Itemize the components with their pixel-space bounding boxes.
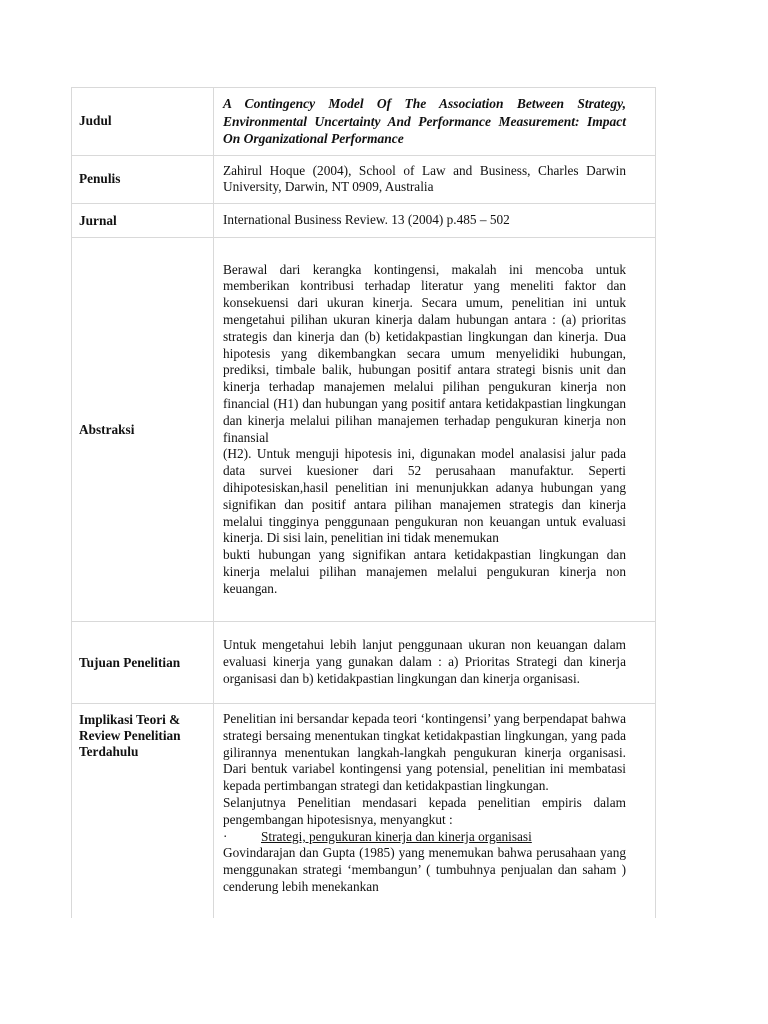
label-abstraksi: Abstraksi [72, 238, 214, 622]
article-title: A Contingency Model Of The Association Between Strategy, Environmental Uncertainty And Performance Measurement: Impact On Organizational Performance [223, 96, 626, 146]
row-penulis [72, 155, 656, 204]
row-tujuan [72, 622, 656, 704]
abstract-paragraph-1: Berawal dari kerangka kontingensi, makalah ini mencoba untuk memberikan kontribusi terhadap literatur yang meneliti faktor dan konsekuensi dari ukuran kinerja. Secara umum, penelitian ini untuk mengetahui pilihan ukuran kinerja dalam hubungan antara : (a) prioritas strategis dan kinerja dan (b) ketidakpastian lingkungan dan kinerja. Dua hipotesis yang dikembangkan secara umum menyelidiki hubungan, prediksi, timbale balik, hubungan positif antara strategi bisnis unit dan kinerja terhadap manajemen melalui pilihan pengukuran kinerja non financial (H1) dan hubungan yang positif antara ketidakpastian lingkungan dan kinerja melalui pilihan manajemen terhadap pengukuran kinerja non finansial [223, 261, 626, 445]
row-judul [72, 88, 656, 156]
implication-paragraph-3: Govindarajan dan Gupta (1985) yang menemukan bahwa perusahaan yang menggunakan strategi ‘membangun’ ( tumbuhnya penjualan dan saham ) cenderung lebih menekankan [223, 845, 626, 895]
abstract-paragraph-3: bukti hubungan yang signifikan antara ketidakpastian lingkungan dan kinerja melalui pilihan manajemen melalui pengukuran kinerja non keuangan. [223, 547, 626, 596]
label-judul: Judul [72, 88, 214, 156]
label-jurnal: Jurnal [72, 204, 214, 238]
abstract-paragraph-2: (H2). Untuk menguji hipotesis ini, digunakan model analasisi jalur pada data survei kuesioner dari 52 perusahaan manufaktur. Seperti dihipotesiskan,hasil penelitian ini menunjukkan adanya hubungan yang signifikan dan positif antara pilihan manajemen strategis dan kinerja melalui tingginya penggunaan pengukuran non keuangan untuk evaluasi kinerja. Di sisi lain, penelitian ini tidak menemukan [223, 446, 626, 546]
row-abstraksi [72, 238, 656, 622]
value-abstraksi [214, 238, 656, 622]
label-penulis: Penulis [72, 155, 214, 204]
label-tujuan: Tujuan Penelitian [72, 622, 214, 704]
value-judul [214, 88, 656, 156]
value-tujuan: Untuk mengetahui lebih lanjut penggunaan ukuran non keuangan dalam evaluasi kinerja yang gunakan dalam : a) Prioritas Strategi dan kinerja organisasi dan b) ketidakpastian lingkungan dan kinerja organisasi. [214, 622, 656, 704]
page-bottom-cutoff [0, 918, 768, 1024]
bullet-dot-icon: · [223, 828, 228, 844]
implication-paragraph-2: Selanjutnya Penelitian mendasari kepada penelitian empiris dalam pengembangan hipotesisnya, menyangkut : [223, 795, 626, 827]
value-jurnal: International Business Review. 13 (2004) p.485 – 502 [214, 204, 656, 238]
journal-summary-table [71, 87, 656, 934]
value-implikasi [214, 704, 656, 934]
value-penulis: Zahirul Hoque (2004), School of Law and Business, Charles Darwin University, Darwin, NT 0909, Australia [214, 155, 656, 204]
bullet-text: Strategi, pengukuran kinerja dan kinerja organisasi [261, 828, 532, 844]
row-implikasi [72, 704, 656, 934]
implication-paragraph-1: Penelitian ini bersandar kepada teori ‘kontingensi’ yang berpendapat bahwa strategi bersaing menentukan tingkat ketidakpastian lingkungan, yang pada gilirannya menentukan langkah-langkah pengukuran kinerja organisasi. Dari bentuk variabel kontingensi yang potensial, penelitian ini membatasi kepada pertimbangan strategi dan ketidakpastian lingkungan. [223, 711, 626, 794]
bullet-item [223, 829, 626, 846]
row-jurnal [72, 204, 656, 238]
label-implikasi: Implikasi Teori & Review Penelitian Terdahulu [72, 704, 214, 934]
